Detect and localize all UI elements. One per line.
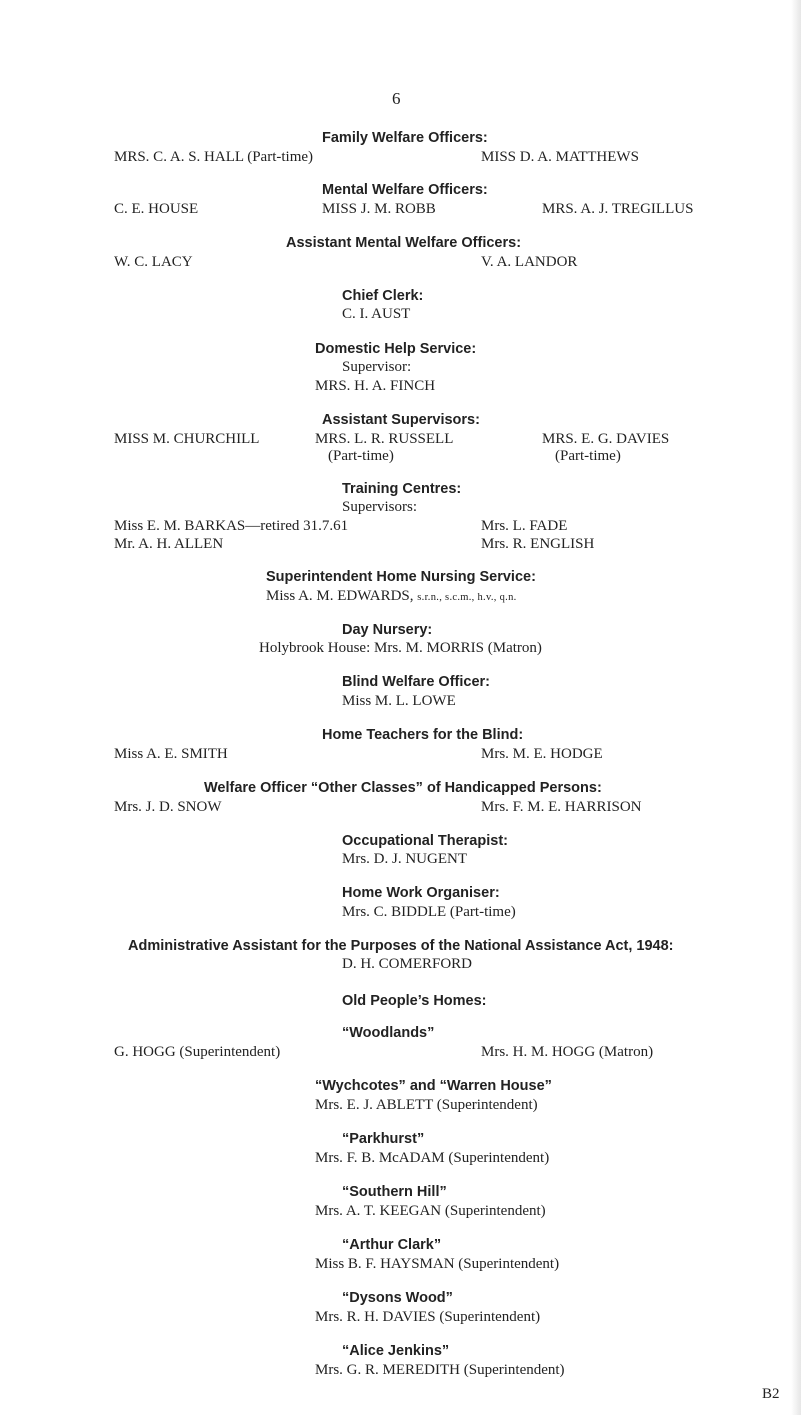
family-welfare-officer-2: MISS D. A. MATTHEWS: [481, 149, 639, 165]
home-dysons-wood-superintendent: Mrs. R. H. DAVIES (Superintendent): [315, 1309, 541, 1325]
mental-welfare-officer-2: MISS J. M. ROBB: [322, 201, 436, 217]
page-edge-shadow: [791, 0, 801, 1415]
family-welfare-heading: Family Welfare Officers:: [322, 130, 488, 146]
domestic-help-role: Supervisor:: [342, 359, 412, 375]
blind-welfare-name: Miss M. L. LOWE: [342, 693, 456, 709]
home-name-southern-hill: “Southern Hill”: [342, 1184, 447, 1200]
family-welfare-officer-1: MRS. C. A. S. HALL (Part-time): [114, 149, 314, 165]
domestic-help-heading: Domestic Help Service:: [315, 341, 477, 357]
footer-signature-mark: B2: [762, 1386, 780, 1402]
assistant-supervisor-3-note: (Part-time): [555, 448, 621, 464]
home-parkhurst-superintendent: Mrs. F. B. McADAM (Superintendent): [315, 1150, 550, 1166]
welfare-other-officer-1: Mrs. J. D. SNOW: [114, 799, 222, 815]
training-supervisor-4: Mrs. R. ENGLISH: [481, 536, 595, 552]
chief-clerk-name: C. I. AUST: [342, 306, 411, 322]
home-woodlands-matron: Mrs. H. M. HOGG (Matron): [481, 1044, 654, 1060]
home-name-parkhurst: “Parkhurst”: [342, 1131, 425, 1147]
assistant-mental-officer-1: W. C. LACY: [114, 254, 193, 270]
training-centres-role: Supervisors:: [342, 499, 417, 515]
home-work-heading: Home Work Organiser:: [342, 885, 500, 901]
mental-welfare-heading: Mental Welfare Officers:: [322, 182, 488, 198]
home-name-arthur-clark: “Arthur Clark”: [342, 1237, 442, 1253]
training-supervisor-3: Mr. A. H. ALLEN: [114, 536, 224, 552]
training-centres-heading: Training Centres:: [342, 481, 462, 497]
welfare-other-heading: Welfare Officer “Other Classes” of Handicapped Persons:: [204, 780, 602, 796]
assistant-supervisor-2: MRS. L. R. RUSSELL: [315, 431, 454, 447]
home-work-name: Mrs. C. BIDDLE (Part-time): [342, 904, 516, 920]
home-alice-jenkins-superintendent: Mrs. G. R. MEREDITH (Superintendent): [315, 1362, 565, 1378]
home-southern-hill-superintendent: Mrs. A. T. KEEGAN (Superintendent): [315, 1203, 546, 1219]
home-teacher-1: Miss A. E. SMITH: [114, 746, 228, 762]
blind-welfare-heading: Blind Welfare Officer:: [342, 674, 490, 690]
home-nursing-superintendent: Miss A. M. EDWARDS,: [266, 588, 414, 604]
assistant-supervisors-heading: Assistant Supervisors:: [322, 412, 480, 428]
home-name-woodlands: “Woodlands”: [342, 1025, 435, 1041]
page-number: 6: [392, 89, 401, 108]
assistant-supervisor-3: MRS. E. G. DAVIES: [542, 431, 670, 447]
occupational-heading: Occupational Therapist:: [342, 833, 508, 849]
occupational-name: Mrs. D. J. NUGENT: [342, 851, 467, 867]
admin-assistant-heading: Administrative Assistant for the Purposes of the National Assistance Act, 1948:: [128, 938, 674, 954]
home-teacher-2: Mrs. M. E. HODGE: [481, 746, 603, 762]
old-peoples-homes-heading: Old People’s Homes:: [342, 993, 487, 1009]
home-nursing-heading: Superintendent Home Nursing Service:: [266, 569, 536, 585]
day-nursery-heading: Day Nursery:: [342, 622, 433, 638]
training-supervisor-2: Mrs. L. FADE: [481, 518, 568, 534]
assistant-mental-heading: Assistant Mental Welfare Officers:: [286, 235, 522, 251]
welfare-other-officer-2: Mrs. F. M. E. HARRISON: [481, 799, 642, 815]
home-name-dysons-wood: “Dysons Wood”: [342, 1290, 453, 1306]
mental-welfare-officer-1: C. E. HOUSE: [114, 201, 199, 217]
day-nursery-line: Holybrook House: Mrs. M. MORRIS (Matron): [259, 640, 542, 656]
home-woodlands-superintendent: G. HOGG (Superintendent): [114, 1044, 281, 1060]
training-supervisor-1: Miss E. M. BARKAS—retired 31.7.61: [114, 518, 349, 534]
home-wychcotes-superintendent: Mrs. E. J. ABLETT (Superintendent): [315, 1097, 538, 1113]
home-nursing-qualifications: s.r.n., s.c.m., h.v., q.n.: [417, 592, 517, 603]
domestic-help-name: MRS. H. A. FINCH: [315, 378, 436, 394]
assistant-mental-officer-2: V. A. LANDOR: [481, 254, 578, 270]
admin-assistant-name: D. H. COMERFORD: [342, 956, 473, 972]
home-name-alice-jenkins: “Alice Jenkins”: [342, 1343, 450, 1359]
home-teachers-heading: Home Teachers for the Blind:: [322, 727, 524, 743]
assistant-supervisor-2-note: (Part-time): [328, 448, 394, 464]
mental-welfare-officer-3: MRS. A. J. TREGILLUS: [542, 201, 694, 217]
assistant-supervisor-1: MISS M. CHURCHILL: [114, 431, 260, 447]
chief-clerk-heading: Chief Clerk:: [342, 288, 424, 304]
home-arthur-clark-superintendent: Miss B. F. HAYSMAN (Superintendent): [315, 1256, 560, 1272]
home-name-wychcotes: “Wychcotes” and “Warren House”: [315, 1078, 552, 1094]
home-nursing-name: [266, 587, 517, 607]
